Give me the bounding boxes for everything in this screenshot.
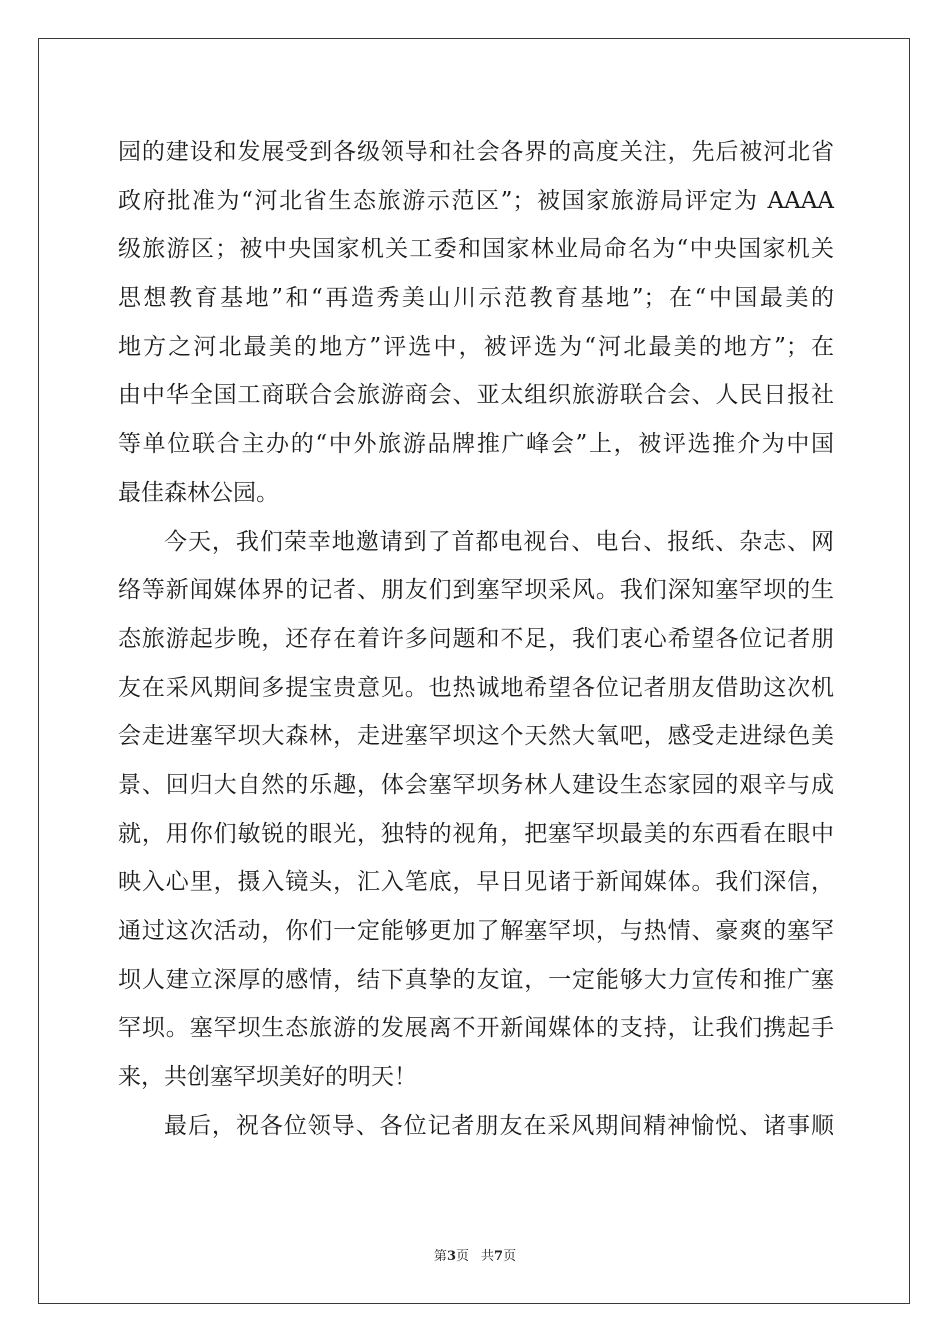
text-line: 由中华全国工商联合会旅游商会、亚太组织旅游联合会、人民日报社 bbox=[118, 382, 834, 409]
text-line: 最佳森林公园。 bbox=[118, 479, 279, 506]
page-suffix: 页 bbox=[455, 1249, 469, 1264]
document-body bbox=[118, 128, 834, 1150]
total-pages: 7 bbox=[494, 1249, 504, 1264]
paragraph-2 bbox=[118, 518, 834, 1102]
text-line: 最后，祝各位领导、各位记者朋友在采风期间精神愉悦、诸事顺 bbox=[164, 1112, 834, 1139]
text-line: 园的建设和发展受到各级领导和社会各界的高度关注，先后被河北省 bbox=[118, 139, 834, 165]
text-line: 坝人建立深厚的感情，结下真挚的友谊，一定能够大力宣传和推广塞 bbox=[118, 966, 834, 993]
text-line: 罕坝。塞罕坝生态旅游的发展离不开新闻媒体的支持，让我们携起手 bbox=[118, 1015, 834, 1042]
text-line: 映入心里，摄入镜头，汇入笔底，早日见诸于新闻媒体。我们深信， bbox=[118, 869, 834, 896]
text-line: 络等新闻媒体界的记者、朋友们到塞罕坝采风。我们深知塞罕坝的生 bbox=[118, 577, 834, 604]
paragraph-1 bbox=[118, 128, 834, 518]
page-number: 3 bbox=[446, 1249, 456, 1264]
text-line: 通过这次活动，你们一定能够更加了解塞罕坝，与热情、豪爽的塞罕 bbox=[118, 918, 834, 944]
text-line: 来，共创塞罕坝美好的明天！ bbox=[118, 1064, 417, 1091]
text-line: 政府批准为“河北省生态旅游示范区”；被国家旅游局评定为 AAAA bbox=[118, 187, 834, 214]
paragraph-3 bbox=[118, 1102, 834, 1151]
text-line: 会走进塞罕坝大森林，走进塞罕坝这个天然大氧吧，感受走进绿色美 bbox=[118, 723, 834, 750]
text-line: 思想教育基地”和“再造秀美山川示范教育基地”；在“中国最美的 bbox=[118, 285, 834, 312]
text-line: 今天，我们荣幸地邀请到了首都电视台、电台、报纸、杂志、网 bbox=[164, 528, 834, 555]
text-line: 就，用你们敏锐的眼光，独特的视角，把塞罕坝最美的东西看在眼中 bbox=[118, 820, 834, 847]
text-line: 友在采风期间多提宝贵意见。也热诚地希望各位记者朋友借助这次机 bbox=[118, 674, 834, 701]
text-line: 景、回归大自然的乐趣，体会塞罕坝务林人建设生态家园的艰辛与成 bbox=[118, 771, 834, 798]
text-line: 级旅游区；被中央国家机关工委和国家林业局命名为“中央国家机关 bbox=[118, 236, 834, 263]
text-line: 态旅游起步晚，还存在着许多问题和不足，我们衷心希望各位记者朋 bbox=[118, 625, 834, 652]
page-footer bbox=[0, 1245, 950, 1264]
total-prefix: 共 bbox=[481, 1249, 495, 1264]
total-suffix: 页 bbox=[503, 1249, 517, 1264]
text-line: 等单位联合主办的“中外旅游品牌推广峰会”上，被评选推介为中国 bbox=[118, 431, 834, 458]
text-line: 地方之河北最美的地方”评选中，被评选为“河北最美的地方”；在 bbox=[118, 333, 834, 360]
page-prefix: 第 bbox=[433, 1249, 447, 1264]
